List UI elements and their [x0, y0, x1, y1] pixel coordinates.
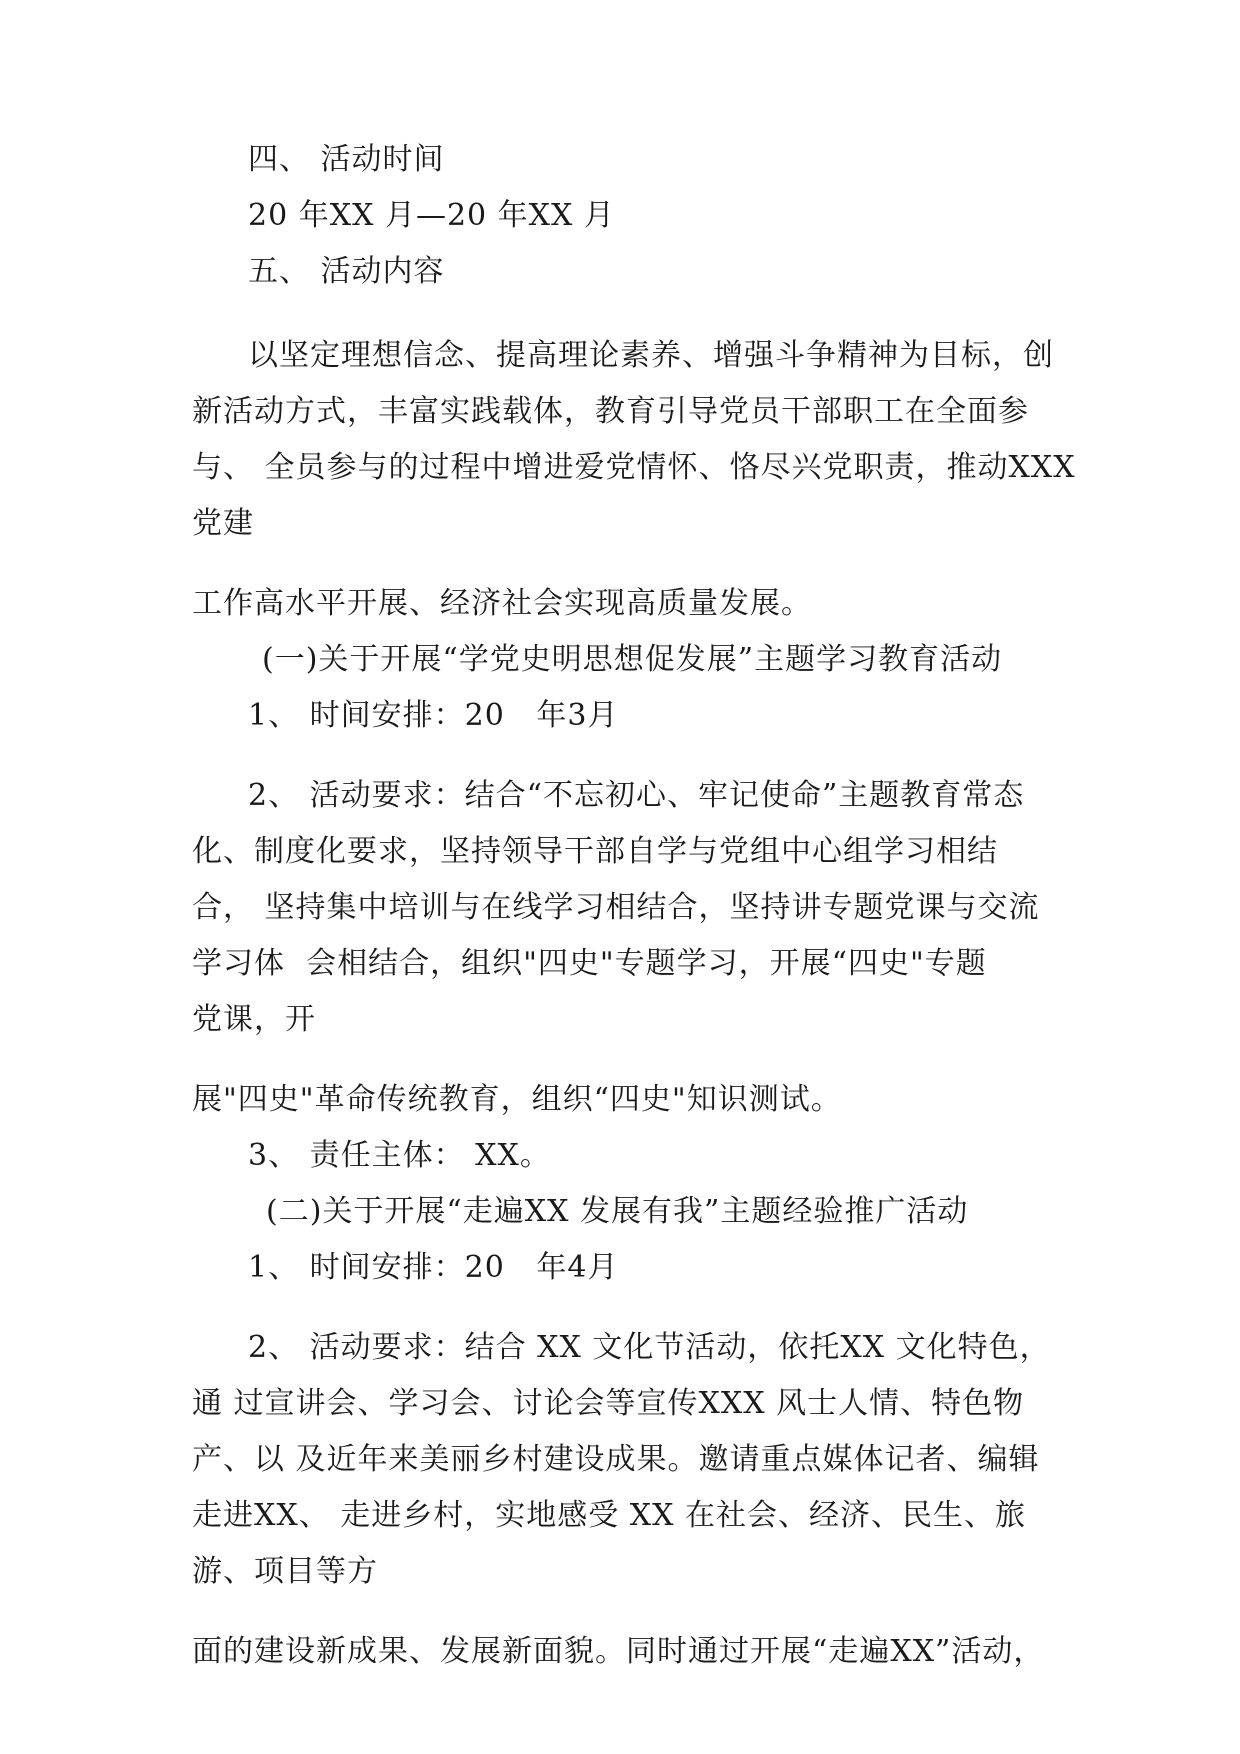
- paragraph-line: 学习体 会相结合，组织"四史"专题学习，开展“四史"专题: [192, 946, 987, 981]
- section-heading-activity-content: 五、 活动内容: [248, 254, 445, 289]
- paragraph-line: 化、制度化要求，坚持领导干部自学与党组中心组学习相结: [192, 834, 998, 869]
- paragraph-line: 新活动方式，丰富实践载体，教育引导党员干部职工在全面参: [192, 394, 1029, 429]
- list-item: 1、 时间安排：20 年4月: [248, 1250, 619, 1285]
- paragraph-line: 工作高水平开展、经济社会实现高质量发展。: [192, 586, 812, 621]
- paragraph-line: 游、项目等方: [192, 1554, 378, 1589]
- paragraph-line: 走进XX、 走进乡村，实地感受 XX 在社会、经济、民生、旅: [192, 1498, 1027, 1533]
- section-heading-activity-time: 四、 活动时间: [248, 142, 445, 177]
- list-item: 2、 活动要求：结合 XX 文化节活动，依托XX 文化特色，: [248, 1330, 1051, 1365]
- paragraph-line: 以坚定理想信念、提高理论素养、增强斗争精神为目标，创: [248, 338, 1054, 373]
- paragraph-line: 面的建设新成果、发展新面貌。同时通过开展“走遍XX”活动，: [192, 1634, 1045, 1669]
- paragraph-line: 与、 全员参与的过程中增进爱党情怀、恪尽兴党职责，推动XXX: [192, 450, 1076, 485]
- paragraph-line: 合， 坚持集中培训与在线学习相结合，坚持讲专题党课与交流: [192, 890, 1040, 925]
- activity-time-range: 20 年XX 月—20 年XX 月: [248, 198, 615, 233]
- paragraph-line: 党课，开: [192, 1002, 316, 1037]
- paragraph-line: 党建: [192, 506, 254, 541]
- list-item: 1、 时间安排：20 年3月: [248, 698, 619, 733]
- list-item: 2、 活动要求：结合“不忘初心、牢记使命”主题教育常态: [248, 778, 1025, 813]
- subsection-heading-1: (一)关于开展“学党史明思想促发展”主题学习教育活动: [262, 642, 1003, 677]
- subsection-heading-2: (二)关于开展“走遍XX 发展有我”主题经验推广活动: [266, 1194, 969, 1229]
- list-item: 3、 责任主体： XX。: [248, 1138, 551, 1173]
- paragraph-line: 通 过宣讲会、学习会、讨论会等宣传XXX 风士人情、特色物: [192, 1386, 1025, 1421]
- paragraph-line: 展"四史"革命传统教育，组织“四史"知识测试。: [192, 1082, 842, 1117]
- paragraph-line: 产、以 及近年来美丽乡村建设成果。邀请重点媒体记者、编辑: [192, 1442, 1040, 1477]
